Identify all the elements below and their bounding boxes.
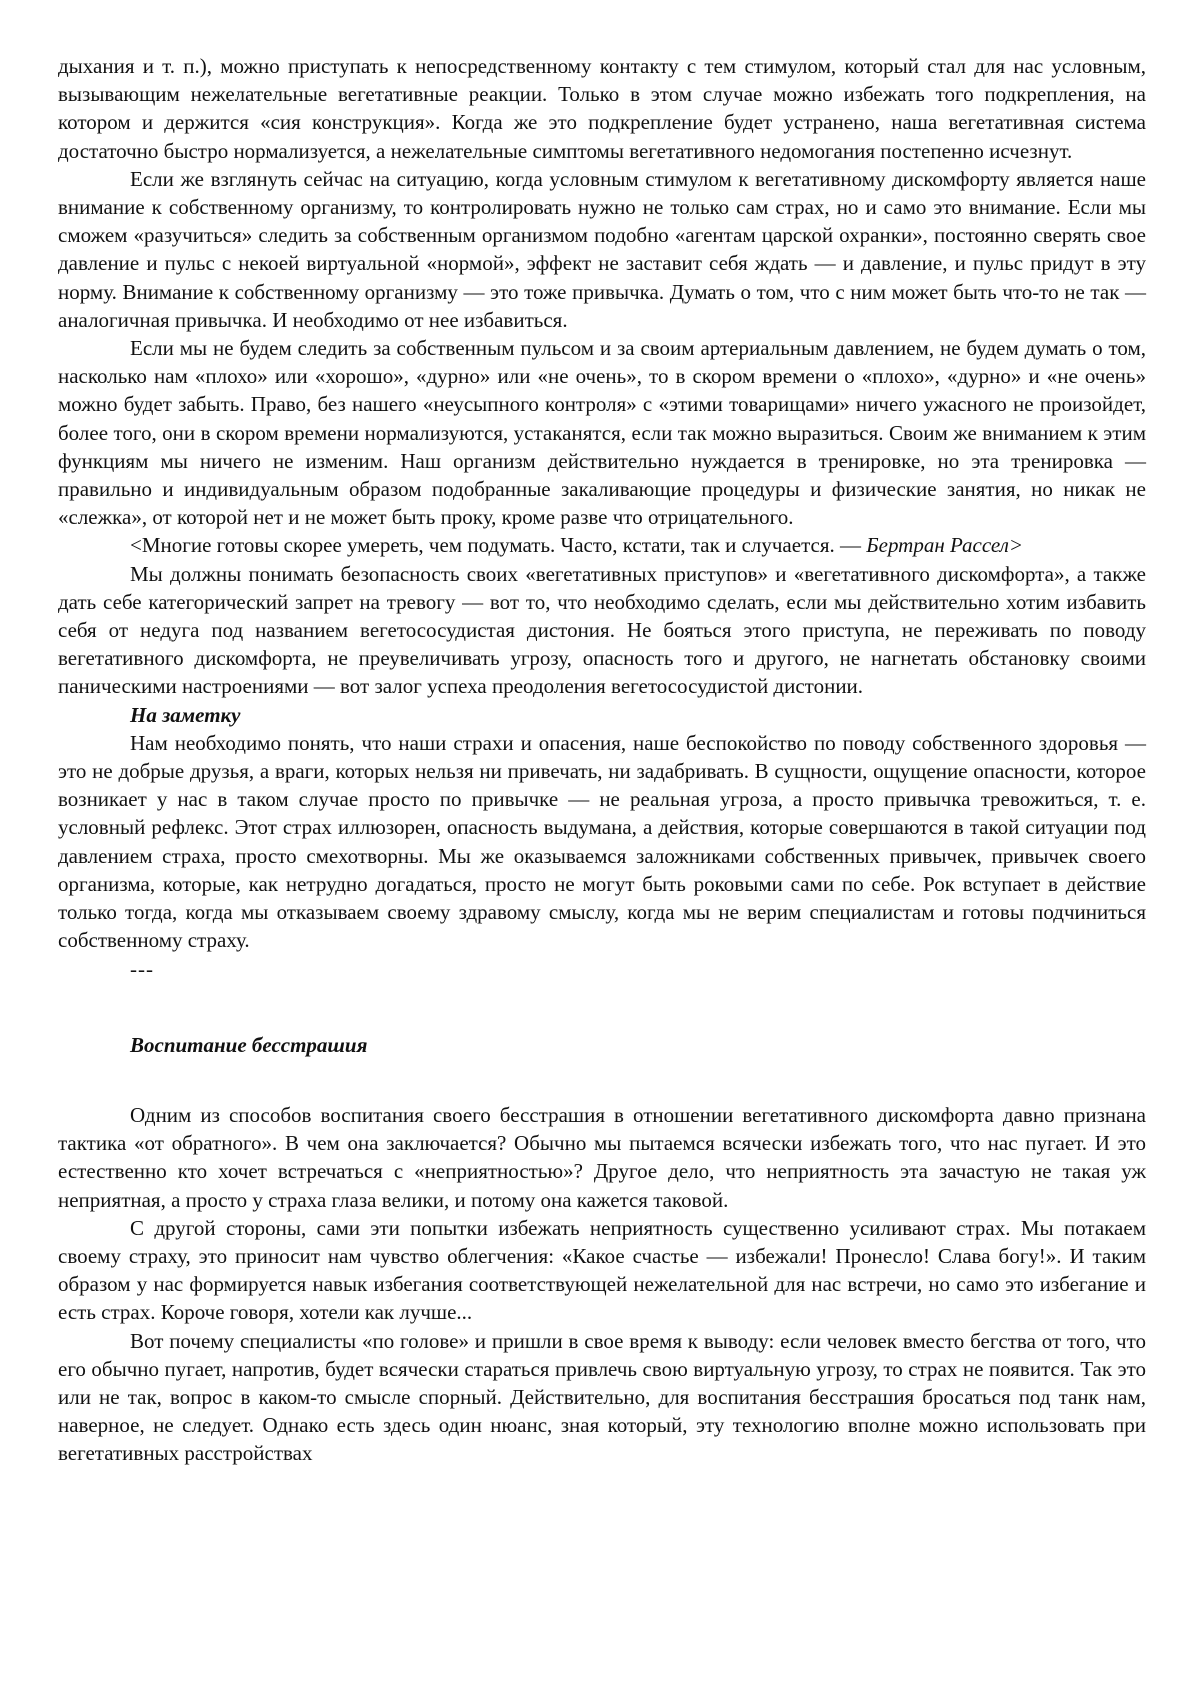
paragraph-attention-control: Если же взглянуть сейчас на ситуацию, когда условным стимулом к вегетативному дискомфорту является наше внимание к собственному организму, то контролировать нужно не только сам страх, но и само это внимание. Если мы сможем «разучиться» следить за собственным организмом подобно «агентам царской охранки», постоянно сверять свое давление и пульс с некоей виртуальной «нормой», эффект не заставит себя ждать — и давление, и пульс придут в эту норму. Внимание к собственному организму — это тоже привычка. Думать о том, что с ним может быть что-то не так — аналогичная привычка. И необходимо от нее избавиться. (58, 166, 1146, 332)
paragraph-reverse-tactic: Одним из способов воспитания своего бесстрашия в отношении вегетативного дискомфорта давно признана тактика «от обратного». В чем она заключается? Обычно мы пытаемся всячески избежать того, что нас пугает. И это естественно кто хочет встречаться с «неприятностью»? Другое дело, что неприятность эта зачастую не такая уж неприятная, а просто у страха глаза велики, и потому она кажется таковой. (58, 1102, 1146, 1212)
paragraph-note-body: Нам необходимо понять, что наши страхи и опасения, наше беспокойство по поводу собственного здоровья — это не добрые друзья, а враги, которых нельзя ни привечать, ни задабривать. В сущности, ощущение опасности, которое возникает у нас в таком случае просто по привычке — не реальная угроза, а просто привычка тревожиться, т. е. условный рефлекс. Этот страх иллюзорен, опасность выдумана, а действия, которые совершаются в такой ситуации под давлением страха, просто смехотворны. Мы же оказываемся заложниками собственных привычек, привычек своего организма, которые, как нетрудно догадаться, просто не могут быть роковыми сами по себе. Рок вступает в действие только тогда, когда мы отказываем своему здравому смыслу, когда мы не верим специалистам и готовы подчиниться собственному страху. (58, 730, 1146, 953)
quote-block (58, 531, 1146, 559)
quote-author: Бертран Рассел> (866, 533, 1024, 558)
section-heading: Воспитание бесстрашия (130, 1032, 368, 1057)
paragraph-specialists: Вот почему специалисты «по голове» и пришли в свое время к выводу: если человек вместо бегства от того, что его обычно пугает, напротив, будет всячески стараться привлечь свою виртуальную угрозу, то страх не появится. Так это или не так, вопрос в каком-то смысле спорный. Действительно, для воспитания бесстрашия бросаться под танк нам, наверное, не следует. Однако есть здесь один нюанс, зная который, эту технологию вполне можно использовать при вегетативных расстройствах (58, 1328, 1146, 1466)
paragraph-continuation: дыхания и т. п.), можно приступать к непосредственному контакту с тем стимулом, который стал для нас условным, вызывающим нежелательные вегетативные реакции. Только в этом случае можно избежать того подкрепления, на котором и держится «сия конструкция». Когда же это подкрепление будет устранено, наша вегетативная система достаточно быстро нормализуется, а нежелательные симптомы вегетативного недомогания постепенно исчезнут. (58, 54, 1146, 163)
paragraph-avoidance: С другой стороны, сами эти попытки избежать неприятность существенно усиливают страх. Мы потакаем своему страху, это приносит нам чувство облегчения: «Какое счастье — избежали! Пронесло! Слава богу!». И таким образом у нас формируется навык избегания соответствующей нежелательной для нас встречи, но само это избегание и есть страх. Короче говоря, хотели как лучше... (58, 1215, 1146, 1325)
document-page (58, 52, 1146, 1468)
paragraph-safety: Мы должны понимать безопасность своих «вегетативных приступов» и «вегетативного дискомфорта», а также дать себе категорический запрет на тревогу — вот то, что необходимо сделать, если мы действительно хотим избавить себя от недуга под названием вегетососудистая дистония. Не бояться этого приступа, не переживать по поводу вегетативного дискомфорта, не преувеличивать угрозу, опасность того и другого, не нагнетать обстановку своими паническими настроениями — вот залог успеха преодоления вегетососудистой дистонии. (58, 561, 1146, 699)
note-label: На заметку (130, 702, 241, 727)
quote-text: <Многие готовы скорее умереть, чем подумать. Часто, кстати, так и случается. — (130, 533, 867, 558)
paragraph-pulse-pressure: Если мы не будем следить за собственным пульсом и за своим артериальным давлением, не будем думать о том, насколько нам «плохо» или «хорошо», «дурно» или «не очень», то в скором времени о «плохо», «дурно» и «не очень» можно будет забыть. Право, без нашего «неусыпного контроля» с «этими товарищами» ничего ужасного не произойдет, более того, они в скором времени нормализуются, устаканятся, если так можно выразиться. Своим же вниманием к этим функциям мы ничего не изменим. Наш организм действительно нуждается в тренировке, но эта тренировка — правильно и индивидуальным образом подобранные закаливающие процедуры и физические занятия, но никак не «слежка», от которой нет и не может быть проку, кроме разве что отрицательного. (58, 336, 1146, 530)
separator: --- (130, 956, 154, 981)
